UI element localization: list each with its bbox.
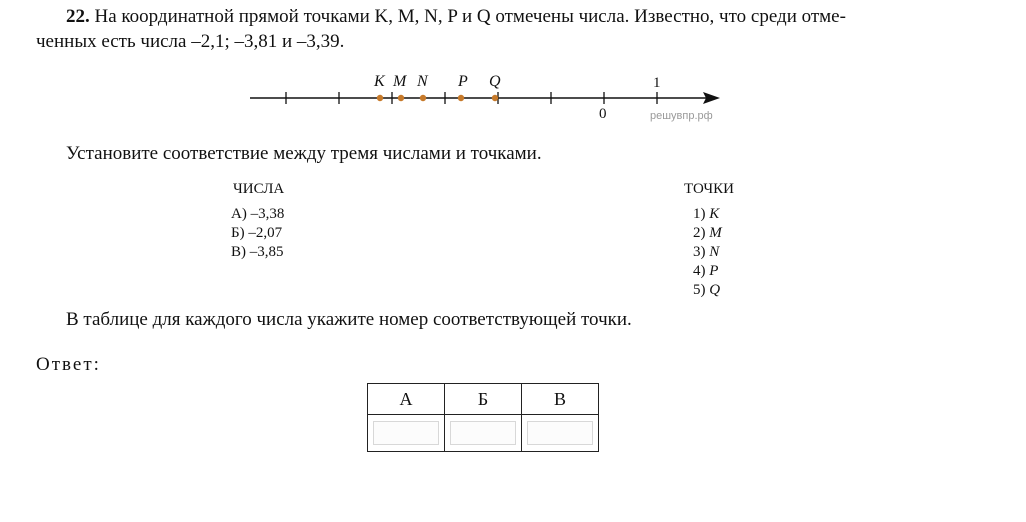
number-item <box>231 243 284 262</box>
points-header: ТОЧКИ <box>684 181 735 197</box>
problem-text-2: ченных есть числа –2,1; –3,81 и –3,39. <box>36 31 345 52</box>
point-number: 1) <box>693 206 706 222</box>
answer-input-row <box>368 415 599 452</box>
answer-label: Ответ: <box>36 354 101 375</box>
answer-input-b[interactable] <box>450 421 516 445</box>
point-item <box>693 243 719 262</box>
point-item <box>693 224 722 243</box>
point-item <box>693 262 718 281</box>
point-label-k: K <box>374 73 385 90</box>
point-m <box>398 95 404 101</box>
numbers-header: ЧИСЛА <box>233 181 285 197</box>
answer-cell-v <box>522 415 599 452</box>
answer-header-row <box>368 384 599 415</box>
point-name: P <box>709 263 719 279</box>
point-name: K <box>709 206 720 222</box>
point-item <box>693 205 719 224</box>
point-n <box>420 95 426 101</box>
point-item <box>693 281 720 300</box>
point-name: M <box>709 225 722 241</box>
point-q <box>492 95 498 101</box>
answer-header-v: В <box>522 384 599 415</box>
number-value: –3,85 <box>249 244 284 260</box>
point-number: 3) <box>693 244 706 260</box>
answer-input-v[interactable] <box>527 421 593 445</box>
answer-input-a[interactable] <box>373 421 439 445</box>
point-number: 5) <box>693 282 706 298</box>
point-name: Q <box>709 282 721 298</box>
answer-table <box>367 383 599 452</box>
point-number: 4) <box>693 263 706 279</box>
number-value: –2,07 <box>248 225 283 241</box>
number-line <box>248 66 728 126</box>
point-label-m: M <box>393 73 407 90</box>
table-instruction: В таблице для каждого числа укажите номер соответствующей точки. <box>66 309 632 330</box>
answer-cell-a <box>368 415 445 452</box>
point-k <box>377 95 383 101</box>
point-label-p: P <box>458 73 468 90</box>
point-number: 2) <box>693 225 706 241</box>
watermark: решувпр.рф <box>650 110 713 122</box>
problem-statement <box>36 4 996 54</box>
number-item <box>231 205 284 224</box>
problem-line-1 <box>36 4 996 29</box>
tick-label-zero: 0 <box>599 106 607 122</box>
point-p <box>458 95 464 101</box>
number-letter: В) <box>231 244 246 260</box>
problem-text-1: На координатной прямой точками K, M, N, P и Q отмечены числа. Известно, что среди отме- <box>94 6 846 27</box>
answer-header-a: А <box>368 384 445 415</box>
answer-header-b: Б <box>445 384 522 415</box>
point-label-n: N <box>417 73 428 90</box>
answer-cell-b <box>445 415 522 452</box>
tick-label-one: 1 <box>653 75 661 91</box>
number-item <box>231 224 282 243</box>
number-letter: Б) <box>231 225 245 241</box>
number-value: –3,38 <box>250 206 285 222</box>
point-label-q: Q <box>489 73 501 90</box>
point-name: N <box>709 244 720 260</box>
number-letter: А) <box>231 206 247 222</box>
problem-number: 22. <box>66 6 90 27</box>
matching-instruction: Установите соответствие между тремя числами и точками. <box>66 143 542 164</box>
